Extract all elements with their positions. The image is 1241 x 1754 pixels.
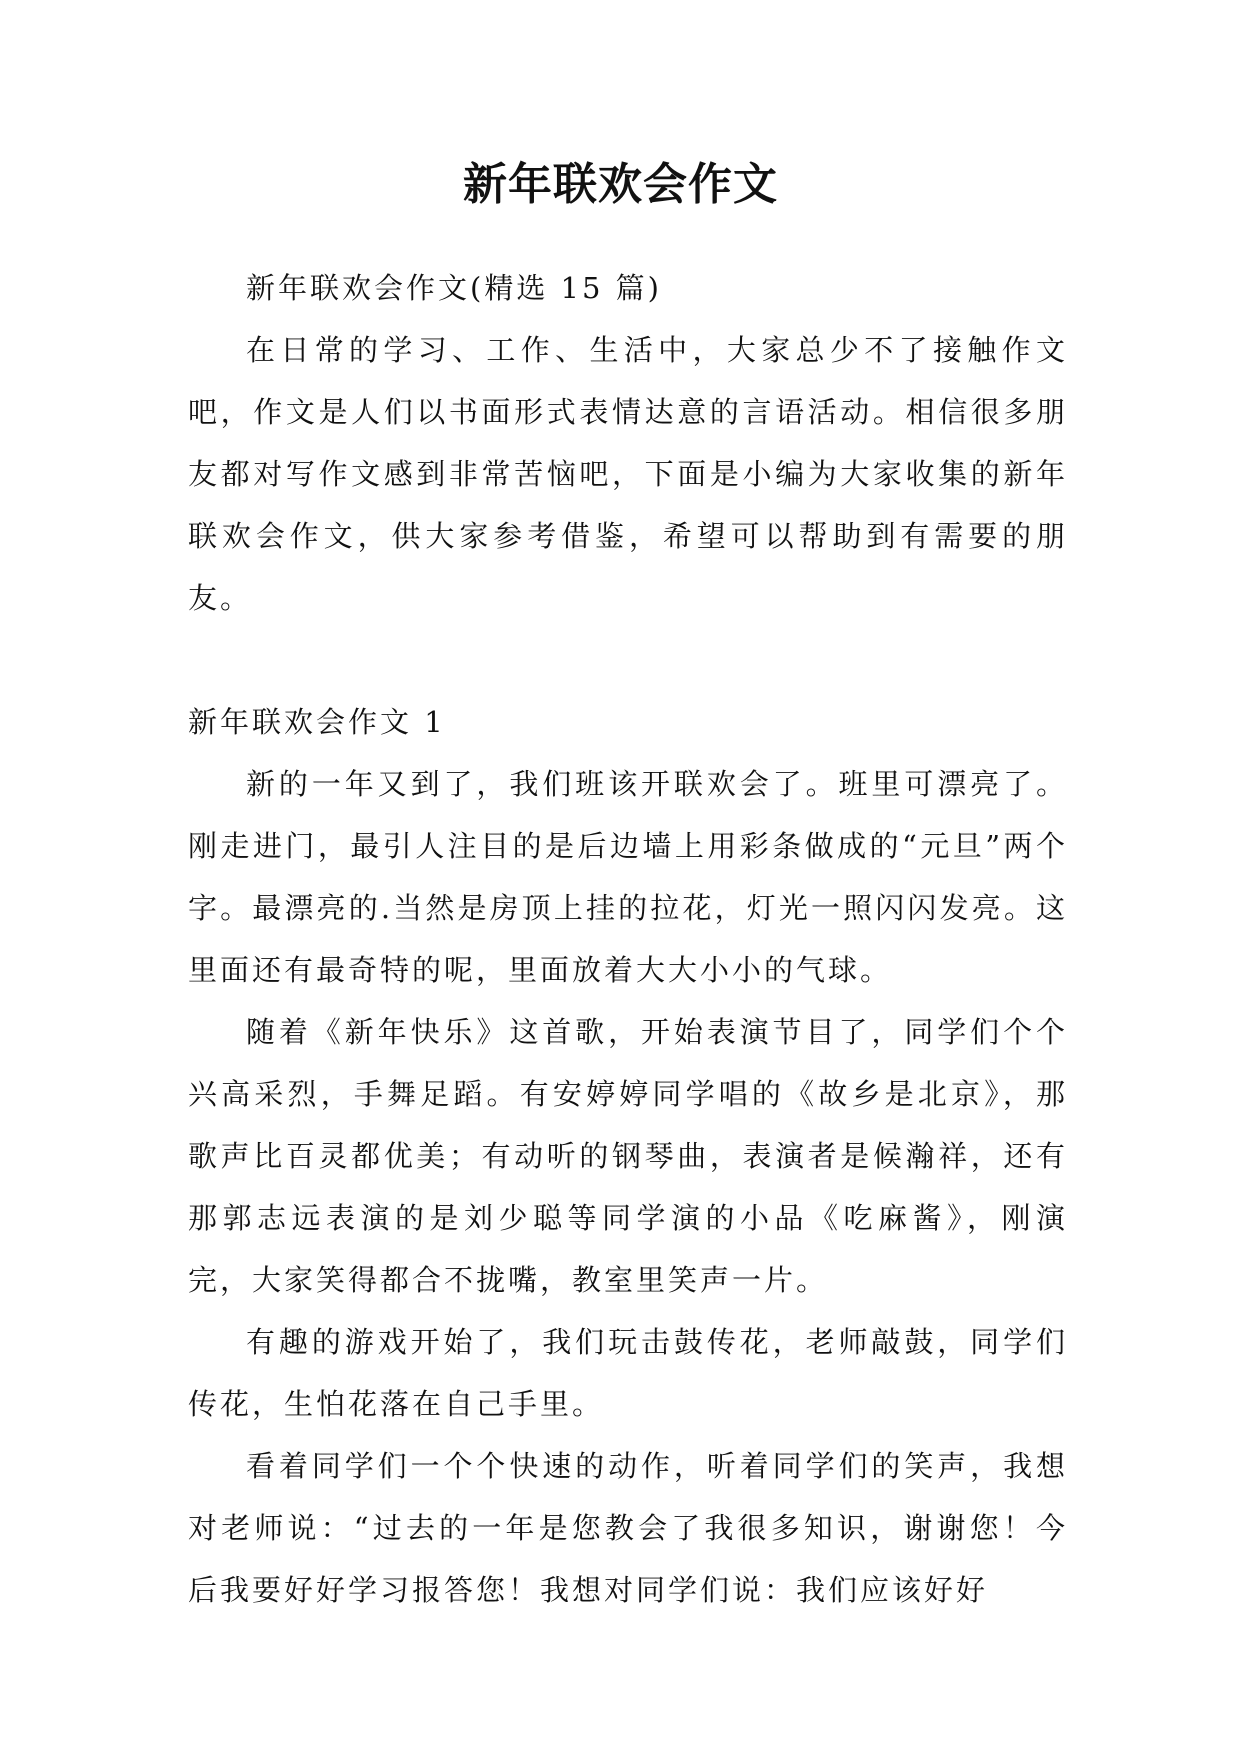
document-body	[188, 257, 1068, 1621]
body-paragraph: 随着《新年快乐》这首歌，开始表演节目了，同学们个个兴高采烈，手舞足蹈。有安婷婷同学唱的《故乡是北京》，那歌声比百灵都优美；有动听的钢琴曲，表演者是候瀚祥，还有那郭志远表演的是刘少聪等同学演的小品《吃麻酱》，刚演完，大家笑得都合不拢嘴，教室里笑声一片。	[188, 1015, 1068, 1297]
section-spacer	[188, 629, 1068, 691]
body-paragraph: 有趣的游戏开始了，我们玩击鼓传花，老师敲鼓，同学们传花，生怕花落在自己手里。	[188, 1325, 1068, 1421]
document-title: 新年联欢会作文	[463, 159, 778, 210]
section-heading: 新年联欢会作文 1	[188, 705, 446, 739]
subtitle: 新年联欢会作文(精选 15 篇)	[246, 271, 662, 305]
body-paragraph: 新的一年又到了，我们班该开联欢会了。班里可漂亮了。刚走进门，最引人注目的是后边墙上用彩条做成的“元旦”两个字。最漂亮的.当然是房顶上挂的拉花，灯光一照闪闪发亮。这里面还有最奇特的呢，里面放着大大小小的气球。	[188, 767, 1068, 987]
body-paragraph: 看着同学们一个个快速的动作，听着同学们的笑声，我想对老师说：“过去的一年是您教会了我很多知识，谢谢您！今后我要好好学习报答您！我想对同学们说：我们应该好好	[188, 1449, 1068, 1607]
intro-paragraph: 在日常的学习、工作、生活中，大家总少不了接触作文吧，作文是人们以书面形式表情达意的言语活动。相信很多朋友都对写作文感到非常苦恼吧，下面是小编为大家收集的新年联欢会作文，供大家参考借鉴，希望可以帮助到有需要的朋友。	[188, 333, 1068, 615]
